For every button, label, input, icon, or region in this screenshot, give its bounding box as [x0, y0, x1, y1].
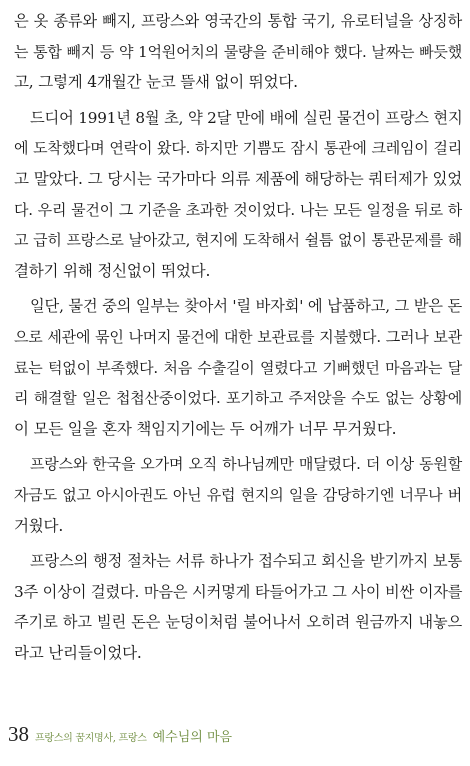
- text-line: 프랑스와 한국을 오가며 오직 하나님께만 매달렸다. 더 이상 동원할: [30, 455, 462, 474]
- text-line: 거웠다.: [14, 516, 64, 535]
- text-line: 다. 우리 물건이 그 기준을 초과한 것이었다. 나는 모든 일정을 뒤로 하: [14, 200, 462, 219]
- text-line: 이 모든 일을 혼자 책임지기에는 두 어깨가 너무 무거웠다.: [14, 419, 397, 438]
- running-book-title: 프랑스의 꿈지명사, 프랑스: [35, 733, 147, 744]
- text-line: 은 옷 종류와 빼지, 프랑스와 영국간의 통합 국기, 유로터널을 상징하: [14, 12, 462, 30]
- text-line: 라고 난리들이었다.: [14, 643, 142, 662]
- text-line: 고, 그렇게 4개월간 눈코 뜰새 없이 뛰었다.: [14, 73, 298, 92]
- text-line: 자금도 없고 아시아권도 아닌 유럽 현지의 일을 감당하기엔 너무나 버: [14, 485, 462, 504]
- text-line: 3주 이상이 걸렸다. 마음은 시커멓게 타들어가고 그 사이 비싼 이자를: [14, 582, 463, 601]
- text-line: 프랑스의 행정 절차는 서류 하나가 접수되고 회신을 받기까지 보통: [30, 552, 462, 571]
- page-footer: [8, 722, 232, 750]
- text-line: 고 급히 프랑스로 날아갔고, 현지에 도착해서 쉴틈 없이 통관문제를 해: [14, 231, 462, 250]
- text-line: 으로 세관에 묶인 나머지 물건에 대한 보관료를 지불했다. 그러나 보관: [14, 327, 462, 346]
- paragraph: [14, 103, 462, 287]
- text-line: 에 도착했다며 연락이 왔다. 하지만 기쁨도 잠시 통관에 크레임이 걸리: [14, 139, 462, 158]
- paragraph: [14, 6, 462, 98]
- text-line: 리 해결할 일은 첩첩산중이었다. 포기하고 주저앉을 수도 없는 상황에: [14, 389, 462, 408]
- page-body-text: [14, 6, 462, 668]
- text-line: 드디어 1991년 8월 초, 약 2달 만에 배에 실린 물건이 프랑스 현지: [30, 108, 463, 127]
- paragraph: [14, 449, 462, 541]
- paragraph: [14, 546, 462, 668]
- running-chapter-title: 예수님의 마음: [152, 730, 233, 745]
- text-line: 일단, 물건 중의 일부는 찾아서 '릴 바자회' 에 납품하고, 그 받은 돈: [30, 297, 462, 316]
- text-line: 료는 턱없이 부족했다. 처음 수출길이 열렸다고 기뻐했던 마음과는 달: [14, 358, 462, 377]
- page-number: 38: [8, 722, 29, 746]
- text-line: 결하기 위해 정신없이 뛰었다.: [14, 261, 211, 280]
- text-line: 고 말았다. 그 당시는 국가마다 의류 제품에 해당하는 쿼터제가 있었: [14, 169, 462, 188]
- paragraph: [14, 291, 462, 444]
- text-line: 주기로 하고 빌린 돈은 눈덩이처럼 불어나서 오히려 원금까지 내놓으: [14, 613, 462, 632]
- text-line: 는 통합 빼지 등 약 1억원어치의 물량을 준비해야 했다. 날짜는 빠듯했: [14, 42, 462, 61]
